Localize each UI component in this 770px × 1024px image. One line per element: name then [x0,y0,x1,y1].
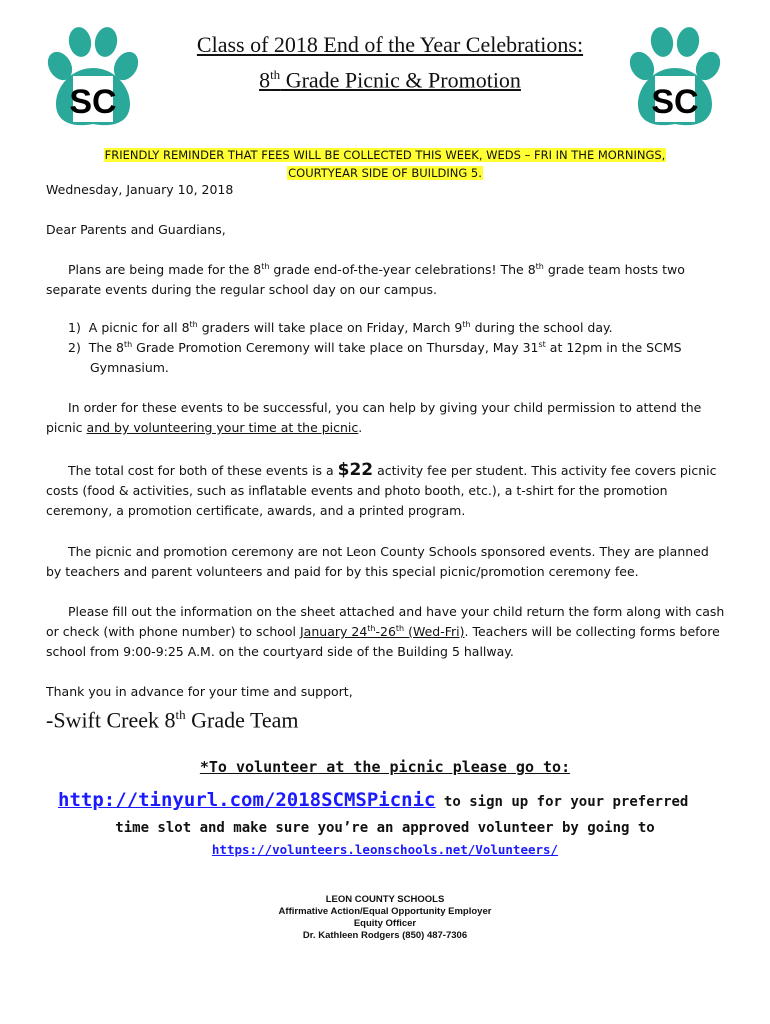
signup-link[interactable]: http://tinyurl.com/2018SCMSPicnic [58,789,436,811]
paw-print-icon [44,26,142,130]
volunteer-heading: *To volunteer at the picnic please go to: [199,758,571,776]
list-item: 2) The 8th Grade Promotion Ceremony will take place on Thursday, May 31st at 12pm in the SCMS Gymnasium. [68,339,682,375]
letter-closing: Thank you in advance for your time and support, [46,684,353,699]
letter-salutation: Dear Parents and Guardians, [46,222,226,237]
paragraph-sponsorship: The picnic and promotion ceremony are not Leon County Schools sponsored events. They are planned by teachers and parent volunteers and paid for by this special picnic/promotion ceremony fee. [46,544,709,579]
page-subtitle: 8th Grade Picnic & Promotion [259,67,521,93]
event-list [46,318,728,378]
paragraph-form-return: Please fill out the information on the sheet attached and have your child return the form along with cash or check (with phone number) to school January 24th-26th (Wed-Fri). Teachers will be collecting forms before school from 9:00-9:25 A.M. on the courtyard side of the Building 5 hallway. [46,604,725,659]
paragraph-permission: In order for these events to be successful, you can help by giving your child permission to attend the picnic and by volunteering your time at the picnic. [46,400,702,435]
volunteer-signup-line: http://tinyurl.com/2018SCMSPicnic to sign up for your preferred [58,789,689,811]
footer-line: Equity Officer [353,918,417,929]
list-item: 1) A picnic for all 8th graders will take place on Friday, March 9th during the school day. [68,319,613,335]
footer-line: LEON COUNTY SCHOOLS [325,894,445,905]
letter-date: Wednesday, January 10, 2018 [46,182,234,197]
volunteer-approval-link[interactable]: https://volunteers.leonschools.net/Volunteers/ [211,842,559,857]
fee-amount: $22 [337,460,374,480]
logo-monogram: SC [651,83,699,121]
volunteer-approval-line: time slot and make sure you’re an approved volunteer by going to [115,820,655,836]
logo-monogram: SC [69,83,117,121]
footer [0,894,770,942]
footer-line: Dr. Kathleen Rodgers (850) 487-7306 [302,930,468,941]
paw-logo-left [44,26,142,130]
footer-line: Affirmative Action/Equal Opportunity Employer [278,906,492,917]
paragraph-intro: Plans are being made for the 8th grade end-of-the-year celebrations! The 8th grade team hosts two separate events during the regular school day on our campus. [46,261,685,297]
page-title: Class of 2018 End of the Year Celebrations: [196,32,584,57]
paragraph-cost: The total cost for both of these events is a $22 activity fee per student. This activity fee covers picnic costs (food & activities, such as inflatable events and photo booth, etc.), a t-shirt for the promotion ceremony, a promotion certificate, awards, and a printed program. [46,460,717,518]
reminder-line-2: COURTYEAR SIDE OF BUILDING 5. [288,166,482,180]
signoff: -Swift Creek 8th Grade Team [46,707,299,733]
reminder-line-1: FRIENDLY REMINDER THAT FEES WILL BE COLLECTED THIS WEEK, WEDS – FRI IN THE MORNINGS, [104,148,666,162]
fee-reminder [40,146,730,182]
